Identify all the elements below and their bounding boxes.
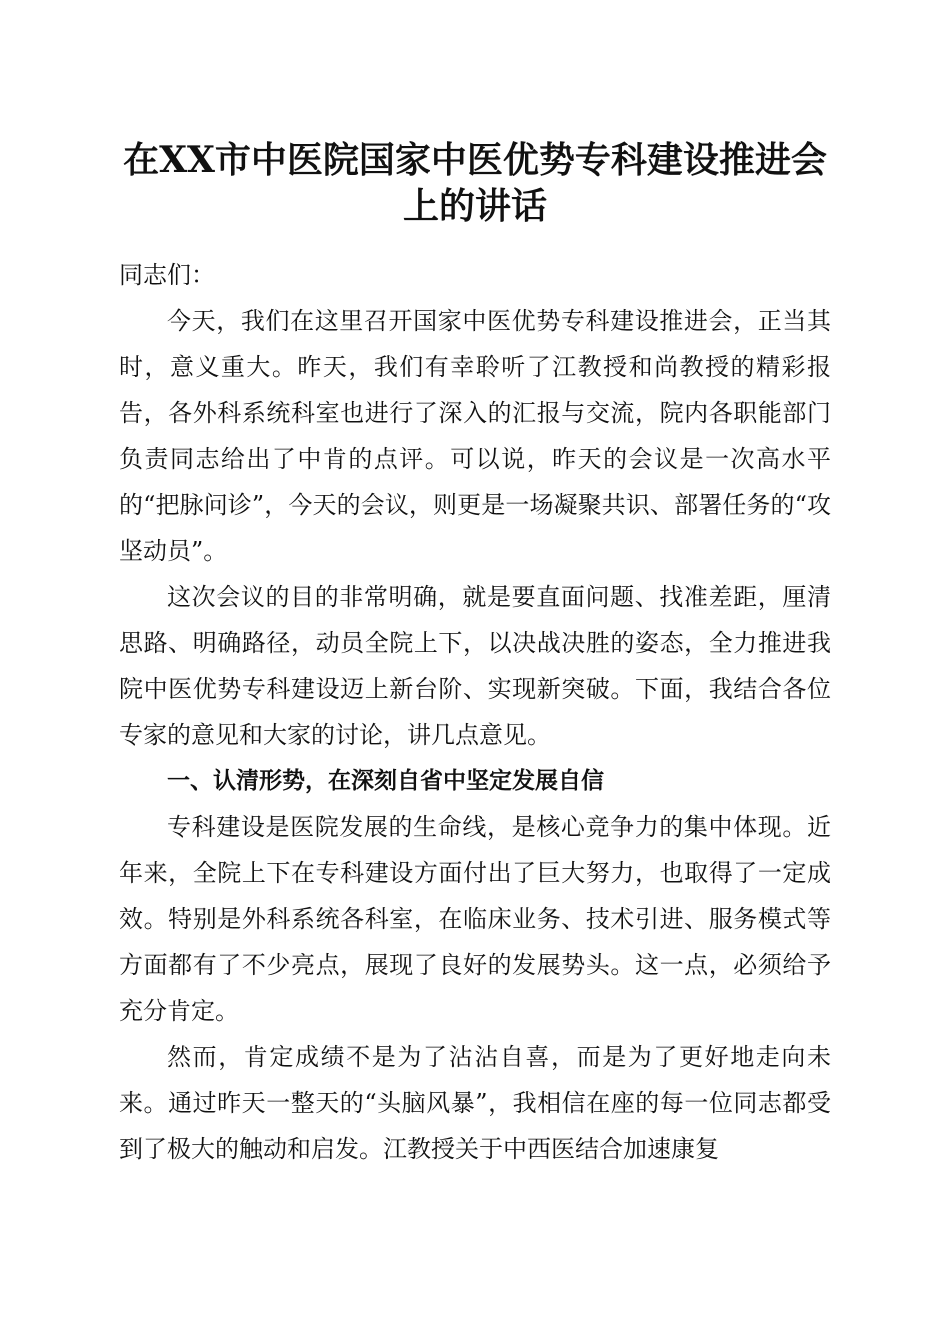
- section-1-paragraph-2: 然而，肯定成绩不是为了沾沾自喜，而是为了更好地走向未来。通过昨天一整天的“头脑风暴”，我相信在座的每一位同志都受到了极大的触动和启发。江教授关于中西医结合加速康复: [119, 1043, 831, 1163]
- paragraph-1: 今天，我们在这里召开国家中医优势专科建设推进会，正当其时，意义重大。昨天，我们有幸聆听了江教授和尚教授的精彩报告，各外科系统科室也进行了深入的汇报与交流，院内各职能部门负责同志给出了中肯的点评。可以说，昨天的会议是一次高水平的“把脉问诊”，今天的会议，则更是一场凝聚共识、部署任务的“攻坚动员”。: [119, 307, 831, 565]
- document-body: [119, 252, 831, 1172]
- section-1-heading: 一、认清形势，在深刻自省中坚定发展自信: [167, 768, 604, 794]
- document-title-line-2: 上的讲话: [402, 185, 547, 227]
- salutation: 同志们：: [119, 261, 215, 289]
- document-title-line-1: 在XX市中医院国家中医优势专科建设推进会: [123, 139, 827, 181]
- section-1-paragraph-1: 专科建设是医院发展的生命线，是核心竞争力的集中体现。近年来，全院上下在专科建设方面付出了巨大努力，也取得了一定成效。特别是外科系统各科室，在临床业务、技术引进、服务模式等方面都有了不少亮点，展现了良好的发展势头。这一点，必须给予充分肯定。: [119, 813, 831, 1025]
- paragraph-2: 这次会议的目的非常明确，就是要直面问题、找准差距，厘清思路、明确路径，动员全院上下，以决战决胜的姿态，全力推进我院中医优势专科建设迈上新台阶、实现新突破。下面，我结合各位专家的意见和大家的讨论，讲几点意见。: [119, 583, 831, 749]
